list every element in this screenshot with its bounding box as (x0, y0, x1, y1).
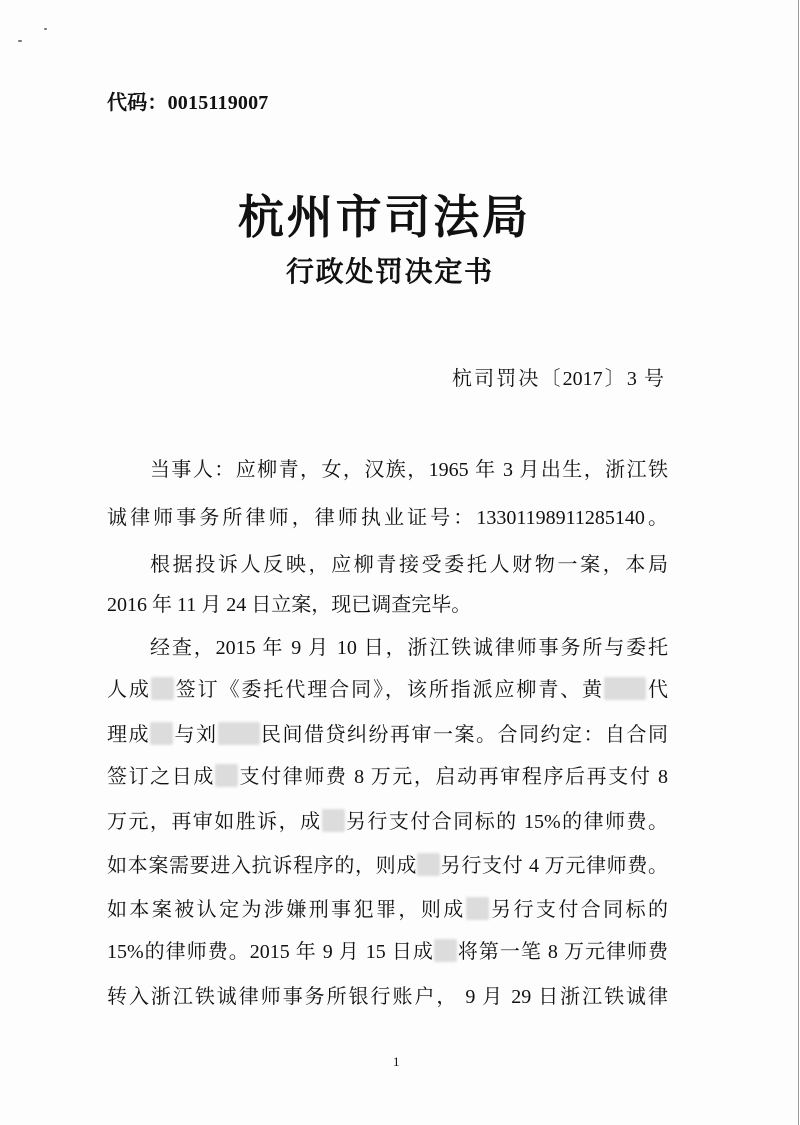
text-line (107, 552, 668, 578)
text-segment: 另行支付合同标的 (488, 899, 669, 921)
text-segment: 支付律师费 8 万元，启动再审程序后再支付 8 (237, 766, 669, 788)
text-line (107, 939, 668, 965)
redaction-mark (466, 897, 489, 920)
scan-speck (44, 28, 47, 30)
text-segment: 当事人：应柳青，女，汉族，1965 年 3 月出生，浙江铁 (150, 459, 668, 481)
issuing-authority-title: 杭州市司法局 (238, 192, 528, 243)
document-type-title: 行政处罚决定书 (286, 257, 492, 288)
text-line (107, 897, 668, 923)
text-line (107, 457, 668, 483)
text-segment: 如本案被认定为涉嫌刑事犯罪，则成 (107, 899, 466, 921)
text-segment: 签订《委托代理合同》，该所指派应柳青、黄 (173, 679, 605, 701)
text-segment: 2016 年 11 月 24 日立案，现已调查完毕。 (107, 594, 472, 616)
text-segment: 另行支付 4 万元律师费。 (440, 855, 668, 877)
text-segment: 代 (646, 679, 669, 701)
text-segment: 万元，再审如胜诉，成 (107, 811, 322, 833)
redaction-mark (417, 853, 440, 876)
text-segment: 将第一笔 8 万元律师费 (456, 941, 668, 963)
redaction-mark (215, 764, 238, 787)
text-segment: 另行支付合同标的 15%的律师费。 (344, 811, 668, 833)
text-line (107, 635, 668, 661)
redaction-mark (434, 939, 457, 962)
text-line (107, 505, 668, 531)
redaction-mark (218, 722, 260, 745)
text-segment: 根据投诉人反映，应柳青接受委托人财物一案，本局 (150, 554, 668, 576)
text-line (107, 592, 668, 618)
text-segment: 签订之日成 (107, 766, 215, 788)
text-line (107, 809, 668, 835)
text-segment: 民间借贷纠纷再审一案。合同约定：自合同 (259, 724, 668, 746)
text-segment: 如本案需要进入抗诉程序的，则成 (107, 855, 417, 877)
document-number: 杭司罚决〔2017〕3 号 (452, 368, 664, 390)
text-line (107, 984, 668, 1010)
redaction-mark (322, 809, 345, 832)
scan-speck (18, 40, 22, 42)
text-segment: 理成 (107, 724, 150, 746)
text-segment: 15%的律师费。2015 年 9 月 15 日成 (107, 941, 434, 963)
text-line (107, 853, 668, 879)
text-segment: 诚律师事务所律师，律师执业证号：13301198911285140。 (107, 507, 668, 529)
text-segment: 转入浙江铁诚律师事务所银行账户， 9 月 29 日浙江铁诚律 (107, 986, 668, 1008)
redaction-mark (150, 722, 173, 745)
text-line (107, 722, 668, 748)
text-segment: 人成 (107, 679, 151, 701)
text-line (107, 764, 668, 790)
text-line (107, 677, 668, 703)
page-number: 1 (393, 1054, 400, 1069)
text-segment: 经查，2015 年 9 月 10 日，浙江铁诚律师事务所与委托 (150, 637, 668, 659)
scan-edge (798, 0, 799, 1125)
redaction-mark (604, 677, 646, 700)
text-segment: 与刘 (173, 724, 218, 746)
document-code: 代码：0015119007 (107, 92, 269, 114)
redaction-mark (151, 677, 174, 700)
